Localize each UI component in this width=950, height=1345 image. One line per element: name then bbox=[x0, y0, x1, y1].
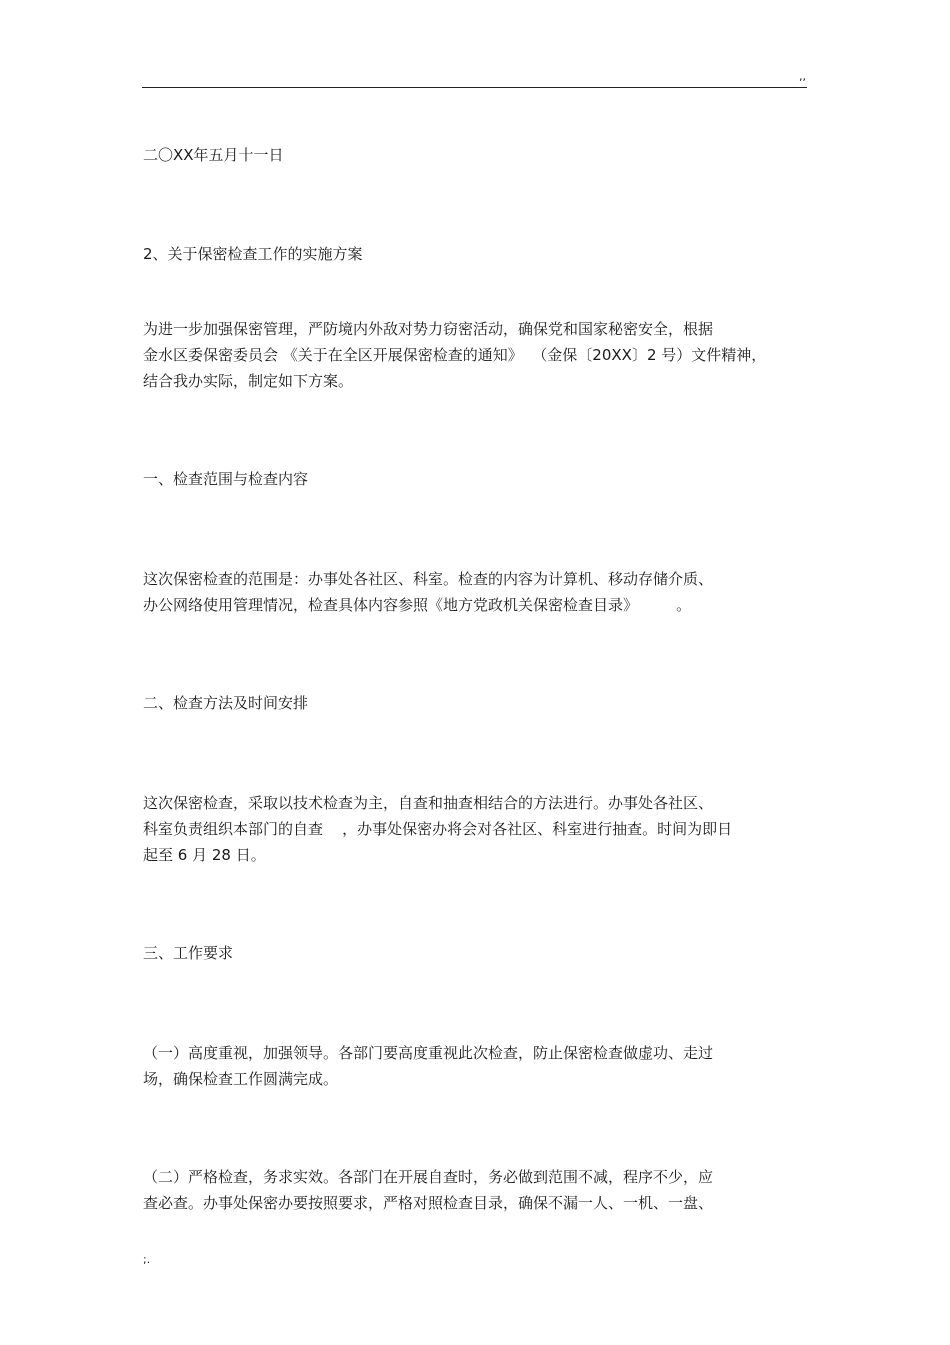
section-heading-requirements: 三、工作要求 bbox=[143, 944, 234, 962]
requirement-2-line-1: （二）严格检查，务求实效。各部门在开展自查时，务必做到范围不减，程序不少，应 bbox=[143, 1168, 714, 1186]
intro-line-2: 金水区委保密委员会 《关于在全区开展保密检查的通知》 （金保〔20XX〕2 号）文件精神， bbox=[143, 346, 767, 364]
scope-line-2: 办公网络使用管理情况，检查具体内容参照《地方党政机关保密检查目录》 。 bbox=[143, 596, 692, 614]
section-heading-method: 二、检查方法及时间安排 bbox=[143, 694, 309, 712]
requirement-2-line-2: 查必查。办事处保密办要按照要求，严格对照检查目录，确保不漏一人、一机、一盘、 bbox=[143, 1194, 714, 1212]
intro-line-1: 为进一步加强保密管理，严防境内外敌对势力窃密活动，确保党和国家秘密安全，根据 bbox=[143, 320, 714, 338]
document-date: 二〇XX年五月十一日 bbox=[143, 146, 284, 164]
footer-mark: ;. bbox=[143, 1253, 151, 1266]
header-rule bbox=[142, 87, 807, 88]
section-heading-scope: 一、检查范围与检查内容 bbox=[143, 470, 309, 488]
method-line-2: 科室负责组织本部门的自查 ，办事处保密办将会对各社区、科室进行抽查。时间为即日 bbox=[143, 820, 733, 838]
intro-line-3: 结合我办实际，制定如下方案。 bbox=[143, 372, 354, 390]
document-title: 2、关于保密检查工作的实施方案 bbox=[143, 245, 363, 263]
method-line-1: 这次保密检查，采取以技术检查为主，自查和抽查相结合的方法进行。办事处各社区、 bbox=[143, 794, 714, 812]
method-line-3: 起至 6 月 28 日。 bbox=[143, 846, 266, 864]
scope-line-1: 这次保密检查的范围是：办事处各社区、科室。检查的内容为计算机、移动存储介质、 bbox=[143, 570, 714, 588]
requirement-1-line-2: 场，确保检查工作圆满完成。 bbox=[143, 1070, 339, 1088]
header-mark: ,, bbox=[799, 70, 806, 83]
requirement-1-line-1: （一）高度重视，加强领导。各部门要高度重视此次检查，防止保密检查做虚功、走过 bbox=[143, 1044, 714, 1062]
